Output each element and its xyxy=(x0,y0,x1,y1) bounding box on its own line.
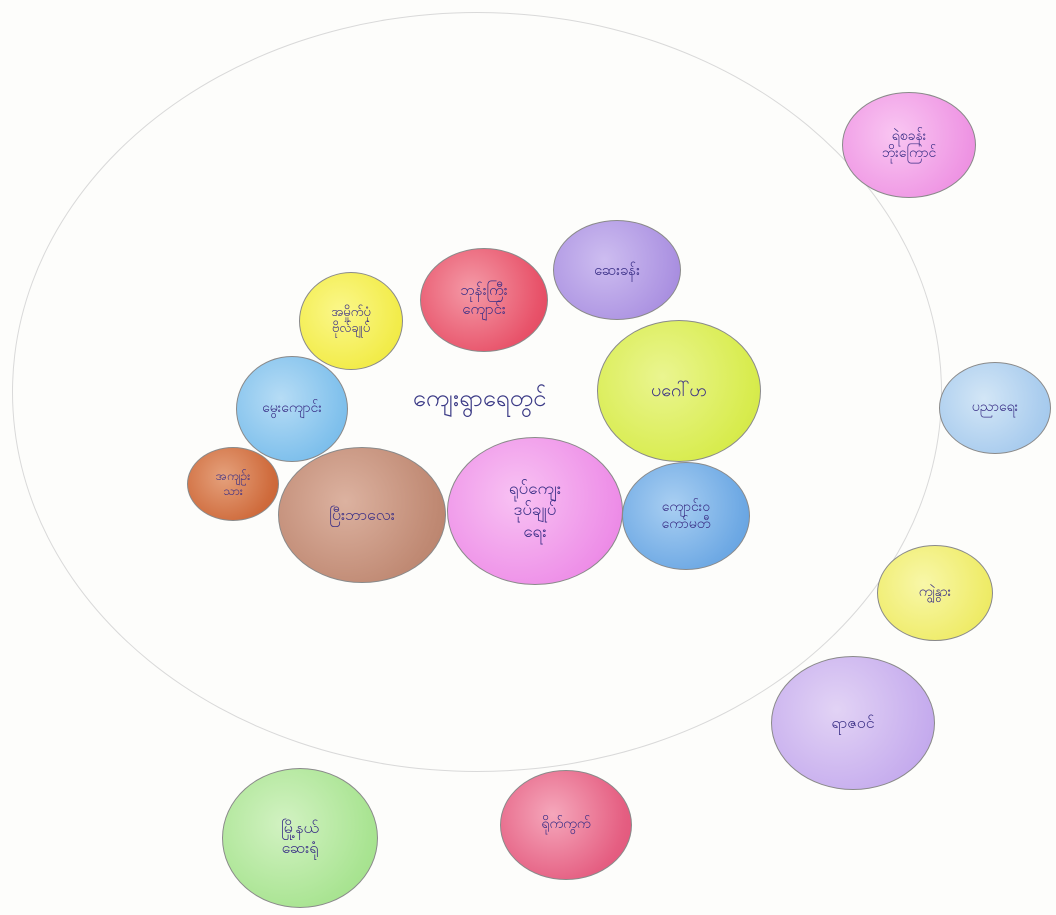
circle-yellow-right xyxy=(877,545,993,641)
circle-rose-bottom xyxy=(500,770,632,880)
circle-label: ရဲစခန်း ဘိုးကြောင် xyxy=(881,127,937,161)
circle-lightblue-right xyxy=(939,362,1051,454)
circle-label: ရိုက်ကွက် xyxy=(541,816,591,833)
circle-label: အကျဉ်း သား xyxy=(215,469,251,498)
circle-lavender-lowright xyxy=(771,656,935,790)
circle-label: မြို့နယ် ဆေးရုံ xyxy=(280,818,320,857)
circle-label: ရာဇဝင် xyxy=(831,713,875,732)
circle-blue-left xyxy=(236,356,348,462)
circle-label: မွေးကျောင်း xyxy=(262,400,322,417)
circle-label: အမှိုက်ပုံ ဗိုလ်ချုပ် xyxy=(331,304,371,336)
circle-red-top xyxy=(420,248,548,352)
circle-label: ရုပ်ကျေး ဒုပ်ချုပ် ရေး xyxy=(508,479,562,542)
center-village-label: ကျေးရွာရေတွင် xyxy=(412,384,547,412)
circle-label: ကျွဲနွား xyxy=(918,584,952,601)
circle-blue-lower-right xyxy=(622,462,750,570)
circle-green-bottomleft xyxy=(222,768,378,908)
circle-label: ဘုန်းကြီး ကျောင်း xyxy=(460,281,508,318)
circle-lime-right xyxy=(597,320,761,462)
circle-label: ဆေးခန်း xyxy=(594,260,640,279)
circle-pink-topright xyxy=(842,92,976,198)
circle-orange-small xyxy=(187,447,279,521)
circle-label: ပြီးဘာလေး xyxy=(329,505,395,524)
circle-label: ပညာရေး xyxy=(971,399,1019,416)
circle-brown-large xyxy=(278,447,446,583)
circle-label: ပဂေါ်ဟ xyxy=(650,379,708,401)
circle-label: ကျောင်း၀ ကော်မတီ xyxy=(661,498,711,532)
circle-magenta-center xyxy=(447,437,623,585)
circle-yellow-top xyxy=(299,272,403,370)
circle-purple-top xyxy=(553,220,681,320)
